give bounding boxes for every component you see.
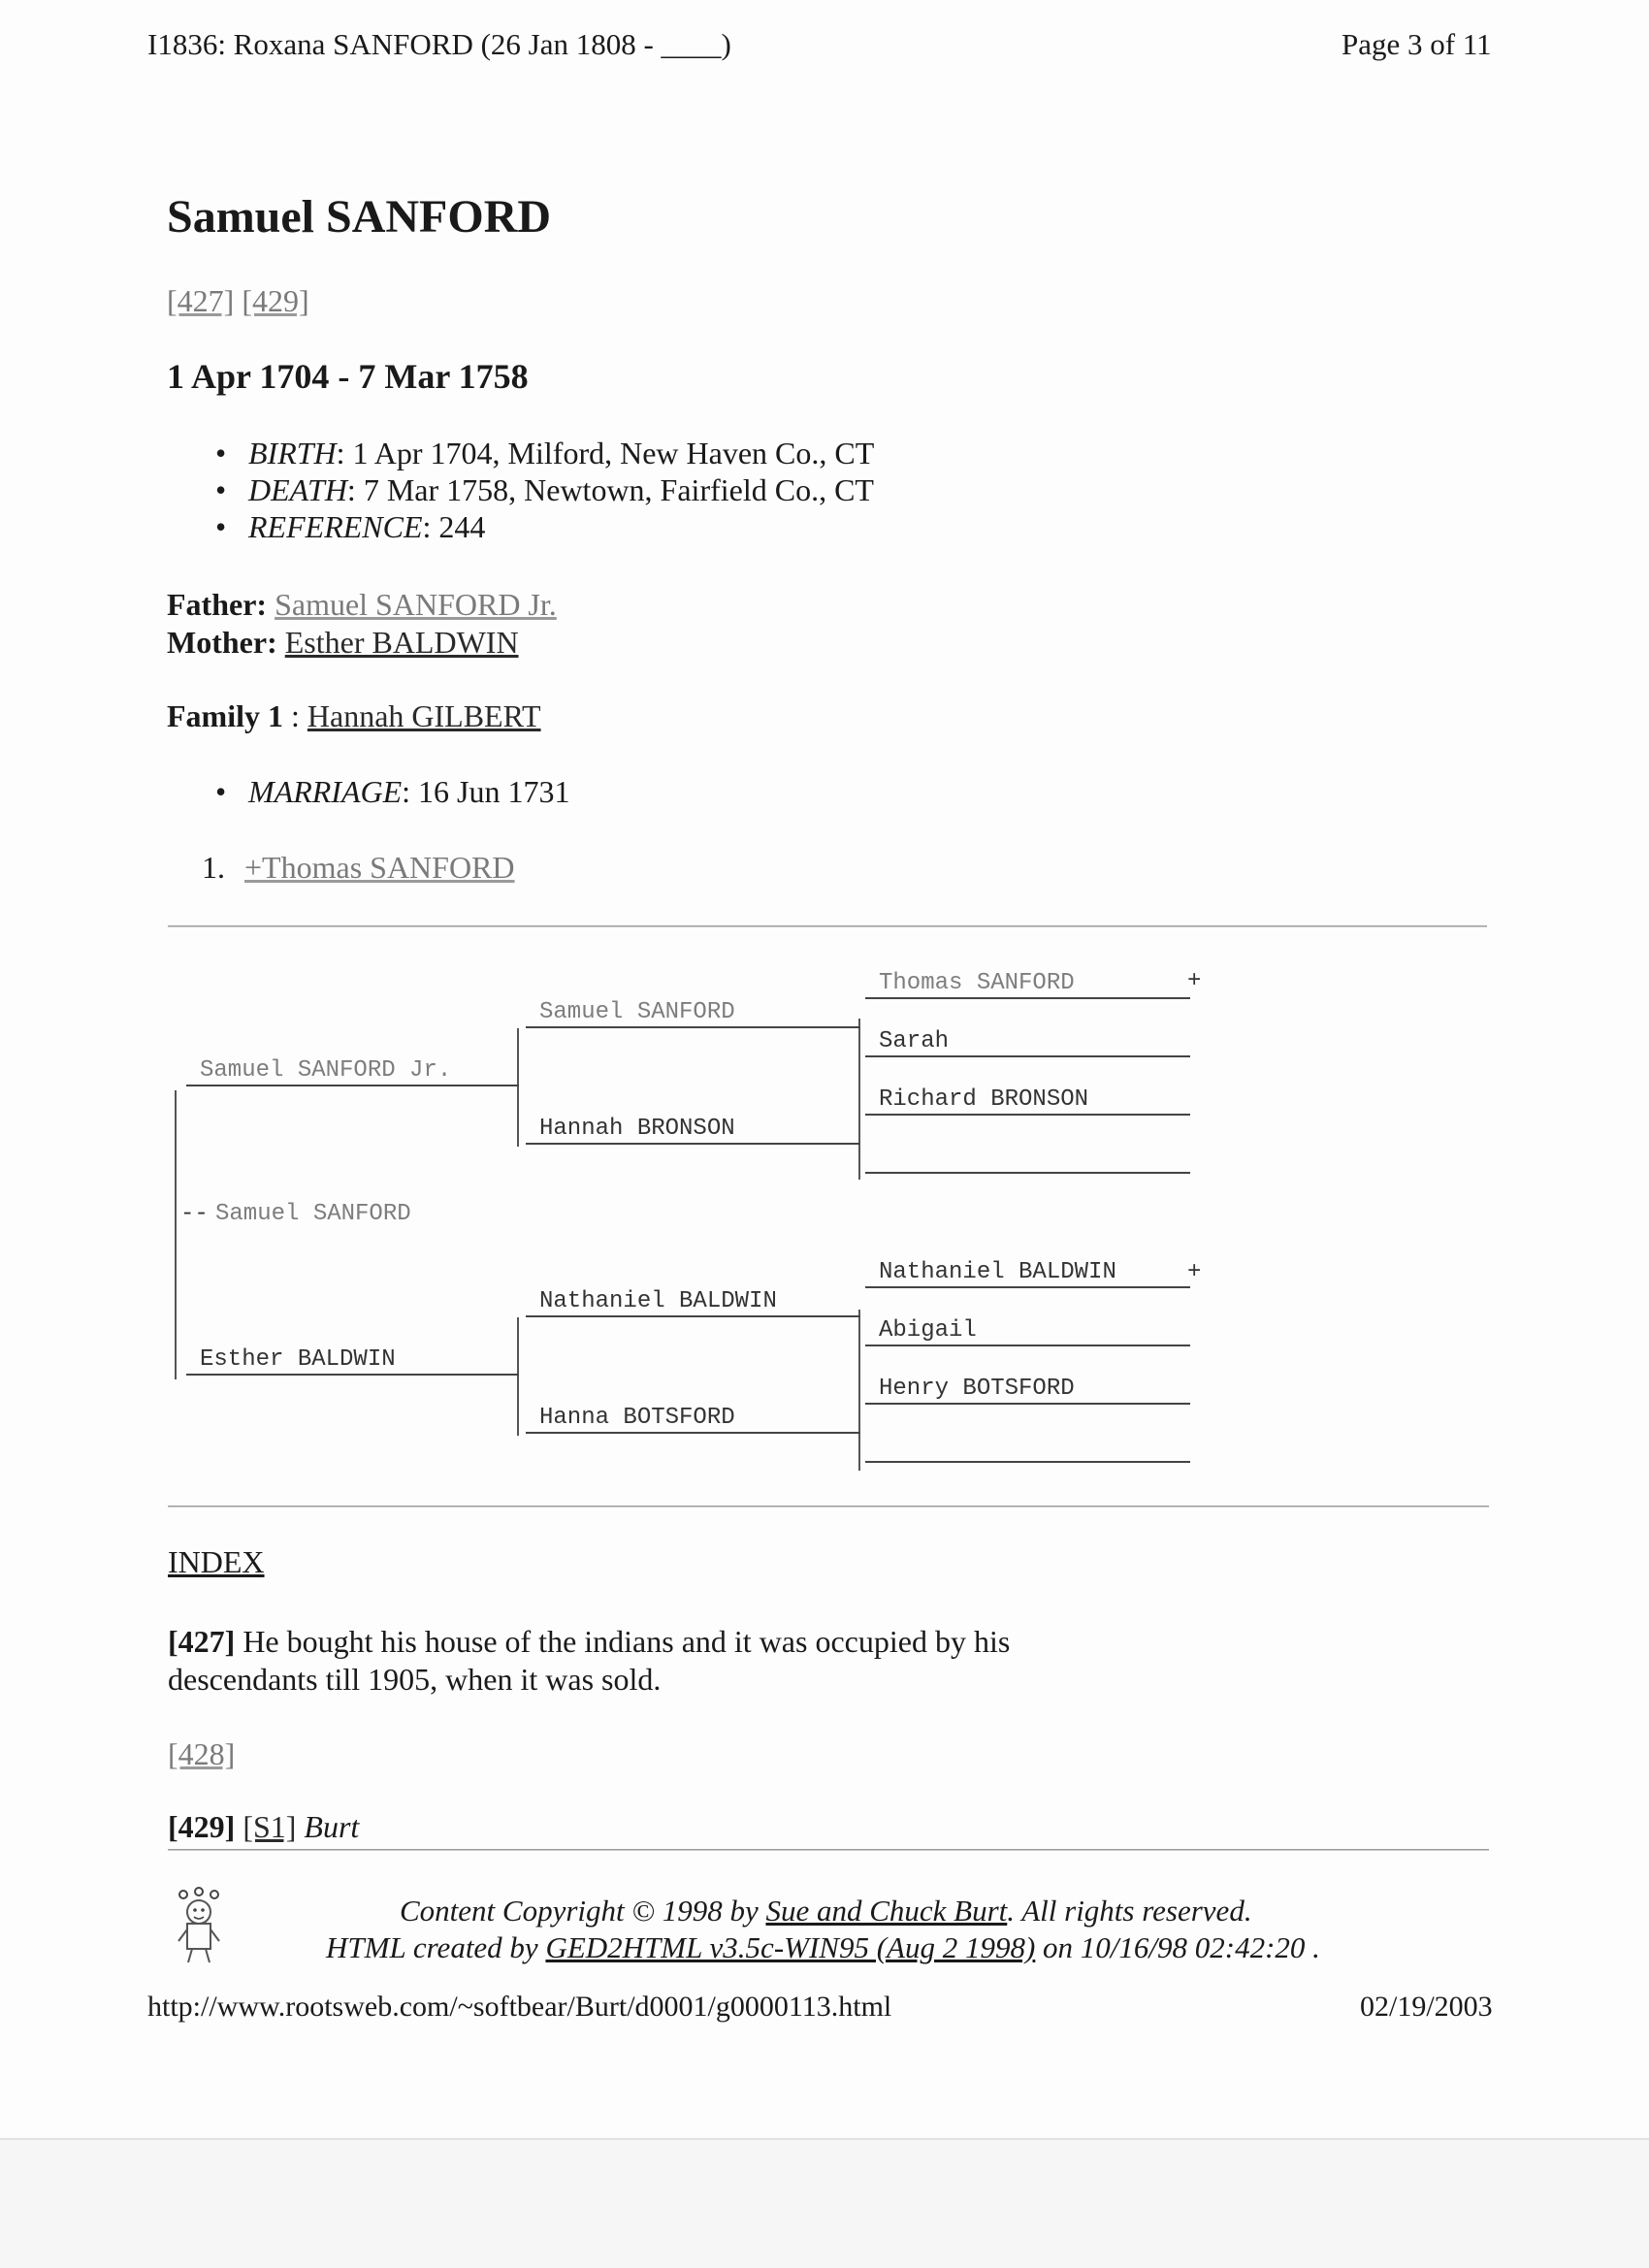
grandmother-maternal: Hanna BOTSFORD — [539, 1405, 735, 1431]
family-label: Family 1 — [167, 698, 283, 733]
spouse-link[interactable]: Hannah GILBERT — [307, 698, 541, 733]
created-suffix: on 10/16/98 02:42:20 . — [1035, 1930, 1320, 1964]
source-link[interactable]: [S1] — [242, 1809, 297, 1844]
ggp-nathaniel: Nathaniel BALDWIN — [879, 1259, 1116, 1285]
fact-label: MARRIAGE — [248, 774, 403, 809]
pedigree-underline — [865, 1055, 1190, 1057]
print-footer-date: 02/19/2003 — [1360, 1991, 1493, 2023]
created-line — [326, 1930, 1320, 1965]
fact-label: DEATH — [248, 472, 347, 507]
divider — [168, 925, 1487, 927]
copyright-line — [400, 1894, 1252, 1928]
pedigree-father[interactable]: Samuel SANFORD Jr. — [200, 1057, 452, 1084]
pedigree-underline — [865, 1286, 1190, 1288]
plus-marker: + — [1187, 1259, 1202, 1285]
pedigree-underline — [526, 1315, 860, 1317]
plus-marker: + — [1187, 968, 1202, 994]
pedigree-mother: Esther BALDWIN — [200, 1346, 396, 1373]
pedigree-connector — [517, 1317, 519, 1436]
bear-logo-icon — [175, 1887, 223, 1964]
fact-reference — [215, 508, 874, 545]
grandfather-maternal: Nathaniel BALDWIN — [539, 1288, 777, 1314]
note-text: He bought his house of the indians and it was occupied by his — [242, 1624, 1011, 1659]
authors-link[interactable]: Sue and Chuck Burt — [765, 1894, 1008, 1928]
page-title: Samuel SANFORD — [167, 191, 552, 243]
pedigree-underline — [865, 997, 1190, 999]
pedigree-connector — [175, 1090, 177, 1379]
father-label: Father: — [167, 587, 268, 622]
pedigree-connector — [517, 1028, 519, 1147]
pedigree-underline — [526, 1026, 860, 1028]
family-separator: : — [282, 698, 307, 733]
fact-value: : 1 Apr 1704, Milford, New Haven Co., CT — [336, 436, 875, 470]
ggp-thomas[interactable]: Thomas SANFORD — [879, 970, 1075, 996]
pedigree-underline-empty — [865, 1172, 1190, 1174]
note-ref-428[interactable]: [428] — [168, 1736, 236, 1771]
created-prefix: HTML created by — [326, 1930, 546, 1964]
pedigree-subject[interactable]: Samuel SANFORD — [215, 1201, 411, 1227]
note-ref: [429] — [168, 1809, 236, 1844]
subject-dashes: -- — [180, 1201, 209, 1227]
fact-value: : 244 — [422, 509, 486, 544]
ggp-abigail: Abigail — [879, 1317, 977, 1344]
print-header-title: I1836: Roxana SANFORD (26 Jan 1808 - ____) — [147, 27, 731, 61]
child-link[interactable]: +Thomas SANFORD — [244, 850, 515, 885]
fact-marriage — [215, 773, 570, 810]
note-427 — [168, 1623, 1010, 1699]
fact-label: REFERENCE — [248, 509, 423, 544]
copyright-suffix: . All rights reserved. — [1007, 1894, 1252, 1928]
note-link-429[interactable]: [429] — [242, 283, 309, 318]
father-row — [167, 587, 557, 623]
fact-value: : 16 Jun 1731 — [402, 774, 570, 809]
marriage-list — [215, 773, 570, 810]
ggp-richard: Richard BRONSON — [879, 1086, 1089, 1113]
note-ref: [427] — [168, 1624, 236, 1659]
pedigree-underline — [865, 1114, 1190, 1116]
mother-label: Mother: — [167, 625, 277, 660]
note-text: descendants till 1905, when it was sold. — [168, 1662, 662, 1697]
child-number: 1. — [202, 850, 225, 885]
pedigree-underline — [186, 1374, 519, 1376]
pedigree-underline — [865, 1403, 1190, 1405]
tool-link[interactable]: GED2HTML v3.5c-WIN95 (Aug 2 1998) — [545, 1930, 1036, 1964]
note-428 — [168, 1736, 235, 1772]
father-link[interactable]: Samuel SANFORD Jr. — [275, 587, 557, 622]
child-item — [202, 850, 515, 886]
note-429 — [168, 1809, 359, 1845]
divider — [168, 1506, 1489, 1507]
print-header-page: Page 3 of 11 — [1342, 27, 1492, 61]
grandfather-paternal[interactable]: Samuel SANFORD — [539, 999, 735, 1025]
fact-label: BIRTH — [248, 436, 337, 470]
fact-value: : 7 Mar 1758, Newtown, Fairfield Co., CT — [346, 472, 874, 507]
life-dates: 1 Apr 1704 - 7 Mar 1758 — [167, 357, 529, 396]
facts-list — [215, 435, 874, 545]
fact-death — [215, 471, 874, 508]
mother-link[interactable]: Esther BALDWIN — [284, 625, 519, 660]
ggp-sarah: Sarah — [879, 1028, 950, 1054]
divider — [168, 1849, 1489, 1851]
note-links — [167, 283, 309, 319]
note-link-427[interactable]: [427] — [167, 283, 235, 318]
pedigree-underline — [186, 1085, 519, 1086]
fact-birth — [215, 435, 874, 471]
scanner-background — [0, 2140, 1649, 2268]
pedigree-underline — [526, 1432, 860, 1434]
index-heading: INDEX — [168, 1544, 265, 1579]
copyright-prefix: Content Copyright © 1998 by — [400, 1894, 766, 1928]
mother-row — [167, 625, 519, 661]
pedigree-underline — [526, 1143, 860, 1145]
pedigree-connector — [858, 1019, 860, 1180]
grandmother-paternal: Hannah BRONSON — [539, 1116, 735, 1142]
pedigree-underline — [865, 1345, 1190, 1346]
source-text: Burt — [304, 1809, 360, 1844]
pedigree-connector — [858, 1310, 860, 1471]
ggp-henry: Henry BOTSFORD — [879, 1376, 1075, 1402]
print-footer-url: http://www.rootsweb.com/~softbear/Burt/d0001/g0000113.html — [147, 1991, 892, 2023]
pedigree-underline-empty — [865, 1461, 1190, 1463]
family-row — [167, 698, 541, 734]
